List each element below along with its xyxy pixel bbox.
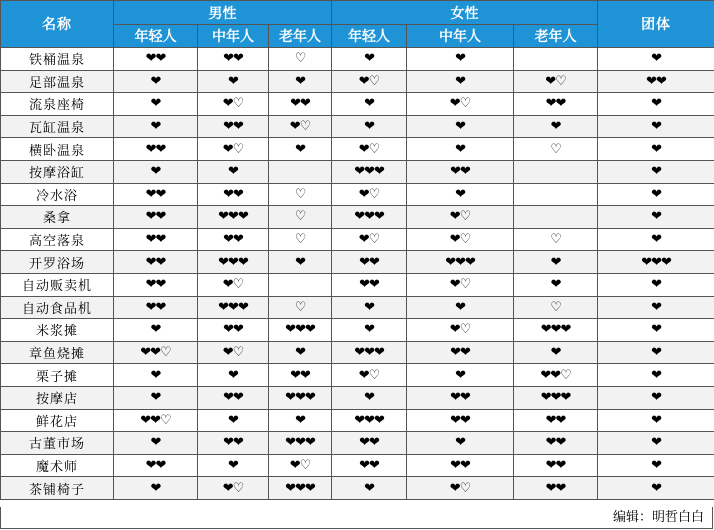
facility-name: 栗子摊 [1, 364, 114, 387]
group-cell: ❤ [598, 409, 714, 432]
female-young-cell: ❤❤❤ [332, 341, 407, 364]
male-young-cell: ❤ [114, 160, 198, 183]
facility-name: 桑拿 [1, 206, 114, 229]
female-young-cell: ❤❤❤ [332, 160, 407, 183]
table-row [1, 93, 714, 116]
female-middle-cell: ❤❤ [407, 454, 514, 477]
female-young-cell: ❤♡ [332, 228, 407, 251]
female-middle-cell: ❤ [407, 48, 514, 71]
female-young-cell: ❤ [332, 48, 407, 71]
female-old-cell: ❤ [514, 273, 598, 296]
female-middle-cell: ❤♡ [407, 93, 514, 116]
male-middle-cell: ❤❤ [198, 432, 269, 455]
female-young-cell: ❤ [332, 319, 407, 342]
female-old-cell: ❤❤❤ [514, 386, 598, 409]
facility-name: 自动贩卖机 [1, 273, 114, 296]
female-young-cell: ❤ [332, 296, 407, 319]
male-young-cell: ❤❤♡ [114, 341, 198, 364]
female-young-cell: ❤♡ [332, 183, 407, 206]
female-header: 女性 [332, 1, 598, 25]
facility-name: 瓦缸温泉 [1, 115, 114, 138]
table-row [1, 319, 714, 342]
group-cell: ❤ [598, 115, 714, 138]
facility-name: 开罗浴场 [1, 251, 114, 274]
table-row [1, 160, 714, 183]
group-cell: ❤ [598, 48, 714, 71]
male-middle-cell: ❤❤ [198, 115, 269, 138]
facility-name: 茶铺椅子 [1, 477, 114, 500]
facility-name: 鲜花店 [1, 409, 114, 432]
female-middle-cell: ❤♡ [407, 477, 514, 500]
female-old-cell: ♡ [514, 138, 598, 161]
female-young-cell: ❤❤ [332, 432, 407, 455]
table-row [1, 454, 714, 477]
female-old-cell: ❤ [514, 251, 598, 274]
male-young-cell: ❤❤♡ [114, 409, 198, 432]
male-young-cell: ❤❤ [114, 228, 198, 251]
group-cell: ❤ [598, 93, 714, 116]
group-cell: ❤ [598, 364, 714, 387]
female-old-cell: ❤❤ [514, 432, 598, 455]
facility-name: 流泉座椅 [1, 93, 114, 116]
female-old-cell [514, 48, 598, 71]
female-middle-cell: ❤ [407, 138, 514, 161]
group-cell: ❤ [598, 228, 714, 251]
female-old-header: 老年人 [514, 25, 598, 48]
facility-name: 米浆摊 [1, 319, 114, 342]
male-middle-cell: ❤ [198, 409, 269, 432]
table-row [1, 364, 714, 387]
female-middle-header: 中年人 [407, 25, 514, 48]
female-old-cell: ♡ [514, 296, 598, 319]
male-young-header: 年轻人 [114, 25, 198, 48]
female-middle-cell: ❤♡ [407, 206, 514, 229]
table-row [1, 228, 714, 251]
facility-name: 古董市场 [1, 432, 114, 455]
male-middle-cell: ❤♡ [198, 138, 269, 161]
male-middle-cell: ❤ [198, 160, 269, 183]
male-young-cell: ❤ [114, 319, 198, 342]
table-row [1, 115, 714, 138]
facility-name: 魔术师 [1, 454, 114, 477]
female-middle-cell: ❤ [407, 296, 514, 319]
male-middle-cell: ❤❤ [198, 48, 269, 71]
male-old-header: 老年人 [269, 25, 332, 48]
male-old-cell: ❤ [269, 138, 332, 161]
male-old-cell: ❤ [269, 251, 332, 274]
female-young-cell: ❤ [332, 115, 407, 138]
male-old-cell: ❤ [269, 70, 332, 93]
male-old-cell: ❤❤❤ [269, 432, 332, 455]
male-old-cell: ❤ [269, 341, 332, 364]
male-young-cell: ❤❤ [114, 183, 198, 206]
group-cell: ❤ [598, 206, 714, 229]
male-middle-cell: ❤❤❤ [198, 251, 269, 274]
male-old-cell: ❤❤❤ [269, 319, 332, 342]
male-middle-cell: ❤ [198, 454, 269, 477]
male-old-cell: ♡ [269, 228, 332, 251]
female-old-cell: ❤ [514, 115, 598, 138]
female-old-cell: ❤♡ [514, 70, 598, 93]
group-cell: ❤ [598, 341, 714, 364]
male-old-cell: ♡ [269, 48, 332, 71]
male-middle-header: 中年人 [198, 25, 269, 48]
female-old-cell: ❤❤ [514, 409, 598, 432]
facility-name: 足部温泉 [1, 70, 114, 93]
male-young-cell: ❤ [114, 93, 198, 116]
facility-name: 冷水浴 [1, 183, 114, 206]
male-young-cell: ❤❤ [114, 206, 198, 229]
female-old-cell: ❤❤ [514, 477, 598, 500]
name-header: 名称 [1, 1, 114, 48]
male-old-cell: ❤ [269, 409, 332, 432]
male-old-cell: ❤❤❤ [269, 386, 332, 409]
table-row [1, 183, 714, 206]
female-old-cell: ❤❤ [514, 454, 598, 477]
male-young-cell: ❤❤ [114, 138, 198, 161]
table-row [1, 477, 714, 500]
male-old-cell: ♡ [269, 296, 332, 319]
female-middle-cell: ❤♡ [407, 273, 514, 296]
group-cell: ❤ [598, 386, 714, 409]
male-old-cell [269, 160, 332, 183]
female-middle-cell: ❤ [407, 432, 514, 455]
male-old-cell: ❤♡ [269, 115, 332, 138]
table-row [1, 409, 714, 432]
male-young-cell: ❤ [114, 386, 198, 409]
male-old-cell: ❤❤ [269, 93, 332, 116]
facility-name: 按摩店 [1, 386, 114, 409]
female-young-cell: ❤❤ [332, 251, 407, 274]
facility-name: 高空落泉 [1, 228, 114, 251]
editor-credit: 编辑：明哲白白 [0, 507, 713, 529]
female-middle-cell: ❤❤ [407, 160, 514, 183]
male-old-cell: ♡ [269, 206, 332, 229]
female-old-cell: ❤ [514, 341, 598, 364]
group-cell: ❤ [598, 160, 714, 183]
female-middle-cell: ❤❤ [407, 386, 514, 409]
male-middle-cell: ❤♡ [198, 273, 269, 296]
female-old-cell: ♡ [514, 228, 598, 251]
female-old-cell: ❤❤ [514, 93, 598, 116]
female-young-cell: ❤❤ [332, 454, 407, 477]
male-middle-cell: ❤❤ [198, 319, 269, 342]
male-young-cell: ❤❤ [114, 48, 198, 71]
female-old-cell [514, 183, 598, 206]
male-middle-cell: ❤♡ [198, 93, 269, 116]
group-cell: ❤ [598, 477, 714, 500]
female-middle-cell: ❤ [407, 70, 514, 93]
male-middle-cell: ❤❤ [198, 228, 269, 251]
facility-name: 自动食品机 [1, 296, 114, 319]
group-cell: ❤ [598, 138, 714, 161]
facility-name: 铁桶温泉 [1, 48, 114, 71]
male-young-cell: ❤❤ [114, 251, 198, 274]
facility-name: 按摩浴缸 [1, 160, 114, 183]
female-middle-cell: ❤♡ [407, 319, 514, 342]
group-cell: ❤ [598, 454, 714, 477]
male-young-cell: ❤❤ [114, 296, 198, 319]
group-header: 团体 [598, 1, 714, 48]
table-row [1, 206, 714, 229]
female-young-cell: ❤♡ [332, 364, 407, 387]
table-row [1, 432, 714, 455]
table-row [1, 386, 714, 409]
group-cell: ❤ [598, 319, 714, 342]
male-middle-cell: ❤♡ [198, 341, 269, 364]
female-young-header: 年轻人 [332, 25, 407, 48]
table-row [1, 341, 714, 364]
male-middle-cell: ❤❤ [198, 386, 269, 409]
group-cell: ❤ [598, 273, 714, 296]
female-old-cell: ❤❤♡ [514, 364, 598, 387]
table-body [1, 48, 714, 500]
male-middle-cell: ❤❤❤ [198, 206, 269, 229]
male-old-cell: ❤❤❤ [269, 477, 332, 500]
female-middle-cell: ❤♡ [407, 228, 514, 251]
female-young-cell: ❤❤❤ [332, 206, 407, 229]
male-young-cell: ❤ [114, 364, 198, 387]
female-young-cell: ❤ [332, 477, 407, 500]
group-cell: ❤ [598, 432, 714, 455]
female-young-cell: ❤♡ [332, 138, 407, 161]
male-young-cell: ❤ [114, 70, 198, 93]
male-header: 男性 [114, 1, 332, 25]
group-cell: ❤❤ [598, 70, 714, 93]
male-middle-cell: ❤❤ [198, 183, 269, 206]
female-young-cell: ❤ [332, 386, 407, 409]
male-young-cell: ❤ [114, 477, 198, 500]
male-old-cell: ♡ [269, 183, 332, 206]
table-row [1, 273, 714, 296]
male-middle-cell: ❤ [198, 70, 269, 93]
female-young-cell: ❤♡ [332, 70, 407, 93]
table-row [1, 251, 714, 274]
group-cell: ❤ [598, 296, 714, 319]
male-young-cell: ❤❤ [114, 454, 198, 477]
facility-name: 章鱼烧摊 [1, 341, 114, 364]
table-row [1, 138, 714, 161]
female-middle-cell: ❤ [407, 364, 514, 387]
female-middle-cell: ❤❤❤ [407, 251, 514, 274]
facility-name: 横卧温泉 [1, 138, 114, 161]
female-young-cell: ❤❤ [332, 273, 407, 296]
group-cell: ❤❤❤ [598, 251, 714, 274]
male-middle-cell: ❤♡ [198, 477, 269, 500]
male-young-cell: ❤ [114, 432, 198, 455]
table-row [1, 70, 714, 93]
male-old-cell: ❤❤ [269, 364, 332, 387]
male-young-cell: ❤ [114, 115, 198, 138]
male-old-cell: ❤♡ [269, 454, 332, 477]
female-old-cell [514, 160, 598, 183]
female-middle-cell: ❤❤ [407, 341, 514, 364]
table-row [1, 48, 714, 71]
female-middle-cell: ❤❤ [407, 409, 514, 432]
female-old-cell [514, 206, 598, 229]
female-old-cell: ❤❤❤ [514, 319, 598, 342]
female-young-cell: ❤❤❤ [332, 409, 407, 432]
female-young-cell: ❤ [332, 93, 407, 116]
female-middle-cell: ❤ [407, 183, 514, 206]
male-middle-cell: ❤❤❤ [198, 296, 269, 319]
female-middle-cell: ❤ [407, 115, 514, 138]
male-young-cell: ❤❤ [114, 273, 198, 296]
group-cell: ❤ [598, 183, 714, 206]
male-middle-cell: ❤ [198, 364, 269, 387]
male-old-cell [269, 273, 332, 296]
table-row [1, 296, 714, 319]
